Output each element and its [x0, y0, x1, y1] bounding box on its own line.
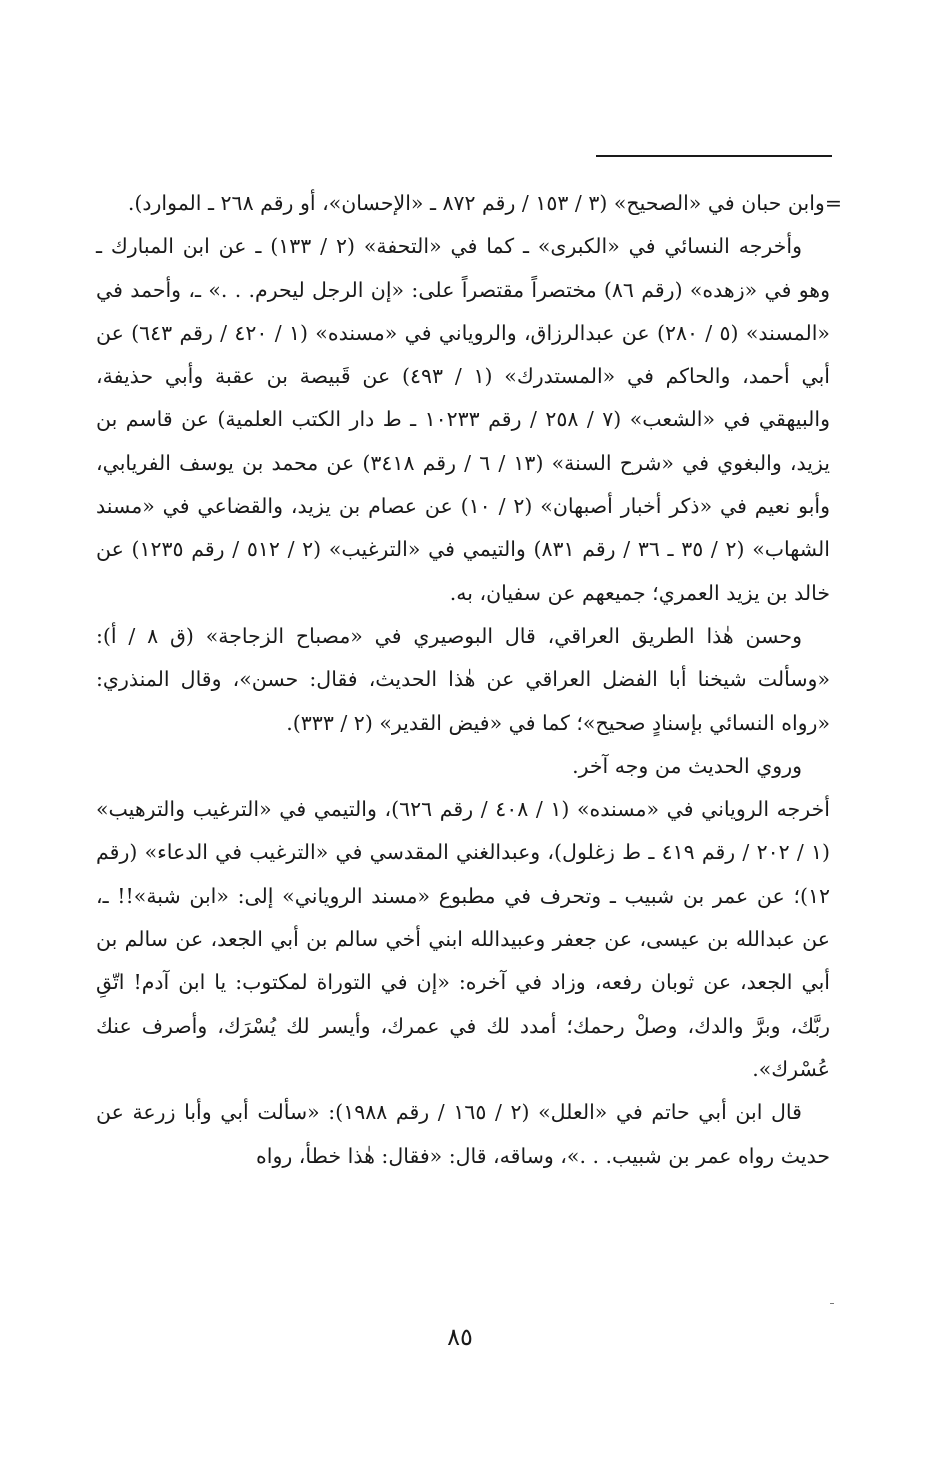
page-number: ٨٥: [447, 1323, 473, 1351]
footnote-paragraph: أخرجه الروياني في «مسنده» (١ / ٤٠٨ / رقم ٦٢٦)، والتيمي في «الترغيب والترهيب» (١ / ٢٠٢ / رقم ٤١٩ ـ ط زغلول)، وعبدالغني المقدسي في «الترغيب في الدعاء» (رقم ١٢)؛ عن عمر بن شبيب ـ وتحرف في مطبوع «مسند الروياني» إلى: «ابن شبة»!! ـ، عن عبدالله بن عيسى، عن جعفر وعبيدالله ابني أخي سالم بن أبي الجعد، عن سالم بن أبي الجعد، عن ثوبان رفعه، وزاد في آخره: «إن في التوراة لمكتوب: يا ابن آدم! اتّقِ ربَّك، وبرَّ والدك، وصلْ رحمك؛ أمدد لك في عمرك، وأيسر لك يُسْرَك، وأصرف عنك عُسْرك».: [96, 797, 830, 1081]
footnote-paragraph: وأخرجه النسائي في «الكبرى» ـ كما في «التحفة» (٢ / ١٣٣) ـ عن ابن المبارك ـ وهو في «زهده» (رقم ٨٦) مختصراً مقتصراً على: «إن الرجل ليحرم. . .» ـ، وأحمد في «المسند» (٥ / ٢٨٠) عن عبدالرزاق، والروياني في «مسنده» (١ / ٤٢٠ / رقم ٦٤٣) عن أبي أحمد، والحاكم في «المستدرك» (١ / ٤٩٣) عن قَبيصة بن عقبة وأبي حذيفة، والبيهقي في «الشعب» (٧ / ٢٥٨ / رقم ١٠٢٣٣ ـ ط دار الكتب العلمية) عن قاسم بن يزيد، والبغوي في «شرح السنة» (١٣ / ٦ / رقم ٣٤١٨) عن محمد بن يوسف الفريابي، وأبو نعيم في «ذكر أخبار أصبهان» (٢ / ١٠) عن عصام بن يزيد، والقضاعي في «مسند الشهاب» (٢ / ٣٥ ـ ٣٦ / رقم ٨٣١) والتيمي في «الترغيب» (٢ / ٥١٢ / رقم ١٢٣٥) عن خالد بن يزيد العمري؛ جميعهم عن سفيان، به.: [96, 234, 830, 605]
footnote-paragraph: قال ابن أبي حاتم في «العلل» (٢ / ١٦٥ / رقم ١٩٨٨): «سألت أبي وأبا زرعة عن حديث رواه عمر بن شبيب. . .»، وساقه، قال: «فقال: هٰذا خطأ، رواه: [96, 1100, 830, 1168]
footnote-paragraph: وروي الحديث من وجه آخر.: [572, 753, 802, 778]
footnote-paragraph: وحسن هٰذا الطريق العراقي، قال البوصيري في «مصباح الزجاجة» (ق ٨ / أ): «وسألت شيخنا أبا الفضل العراقي عن هٰذا الحديث، فقال: حسن»، وقال المنذري: «رواه النسائي بإسنادٍ صحيح»؛ كما في «فيض القدير» (٢ / ٣٣٣).: [96, 623, 830, 735]
footnote-separator-rule: [596, 155, 832, 157]
footnote-text: [96, 182, 842, 1178]
footnote-paragraph: =وابن حبان في «الصحيح» (٣ / ١٥٣ / رقم ٨٧٢ ـ «الإحسان»، أو رقم ٢٦٨ ـ الموارد).: [127, 191, 842, 215]
margin-mark: [830, 1303, 834, 1304]
